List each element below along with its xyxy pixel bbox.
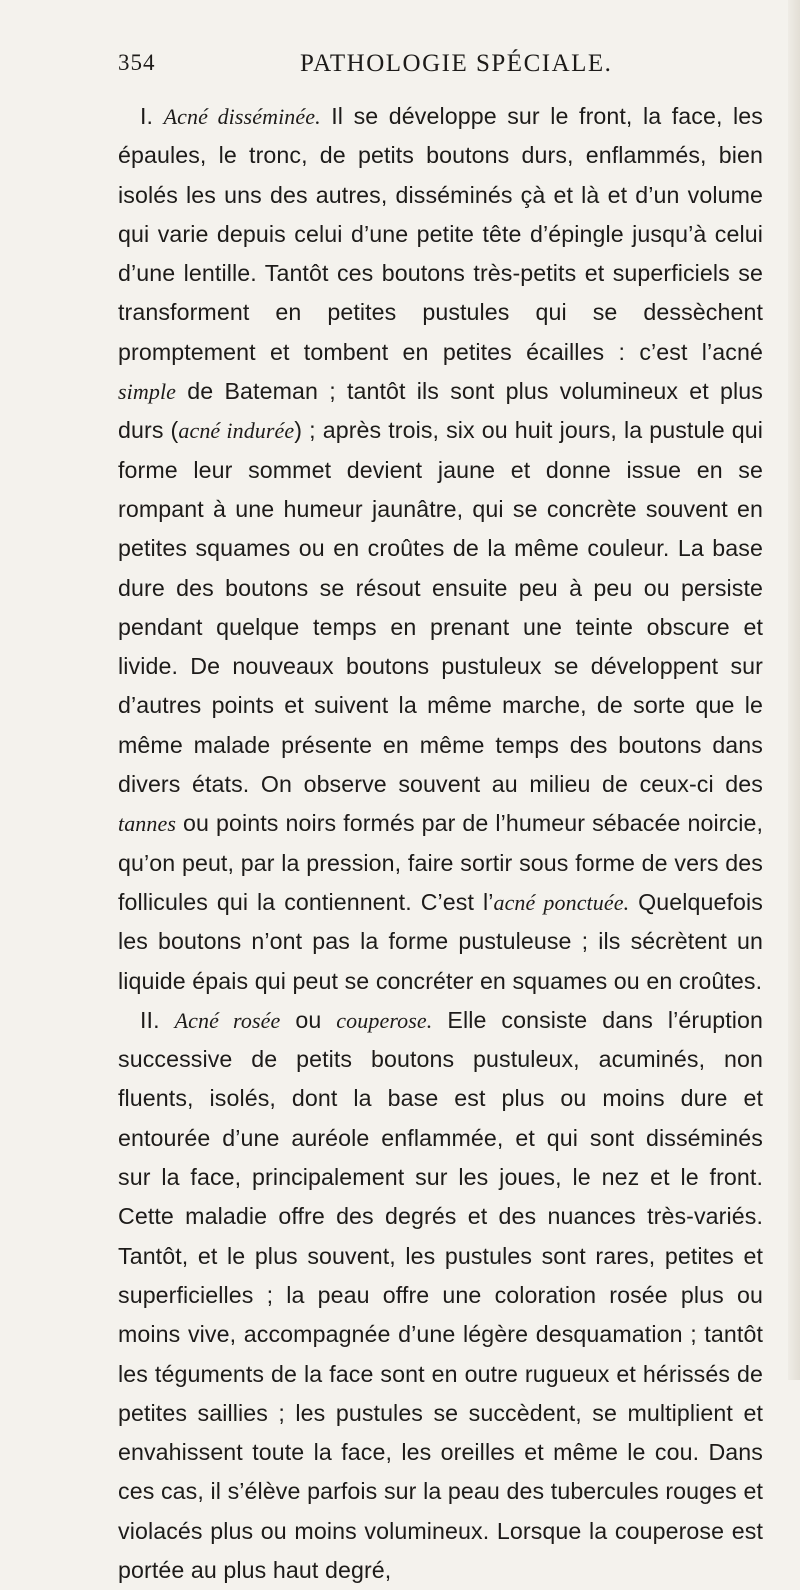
page-edge-shadow (788, 0, 800, 1380)
italic-term: tannes (118, 811, 177, 837)
text-run: Il se développe sur le front, la face, les épaules, le tronc, de petits boutons durs, enflammés, bien isolés les uns des autres, disséminés çà et là et d’un volume qui varie depuis celui d’une petite tête d’épingle jusqu’à celui d’une lentille. Tantôt ces boutons très-petits et superficiels se transforment en petites pustules qui se dessèchent promptement et tombent en petites écailles : c’est l’acné (118, 103, 764, 365)
section-number: I. (140, 103, 154, 129)
italic-term: simple (118, 379, 177, 405)
italic-term: couperose. (336, 1007, 433, 1033)
body-text (118, 97, 763, 1590)
section-title: Acné rosée (174, 1007, 281, 1033)
italic-term: acné indurée (178, 418, 295, 444)
running-title: PATHOLOGIE SPÉCIALE. (300, 50, 613, 77)
text-run: Elle consiste dans l’éruption successive de petits boutons pustuleux, acuminés, non fluents, isolés, dont la base est plus ou moins dure et entourée d’une auréole enflammée, et qui sont disséminés sur la face, principalement sur les joues, le nez et le front. Cette maladie offre des degrés et des nuances très-variés. Tantôt, et le plus souvent, les pustules sont rares, petites et superficielles ; la peau offre une coloration rosée plus ou moins vive, accompagnée d’une légère desquamation ; tantôt les téguments de la face sont en outre rugueux et hérissés de petites saillies ; les pustules se succèdent, se multiplient et envahissent toute la face, les oreilles et même le cou. Dans ces cas, il s’élève parfois sur la peau des tubercules rouges et violacés plus ou moins volumineux. Lorsque la couperose est portée au plus haut degré, (118, 1006, 763, 1583)
paragraph-acne-disseminee (118, 97, 763, 1001)
text-run: Quelquefois les boutons n’ont pas la forme pustuleuse ; ils sécrètent un liquide épais qui peut se concréter en squames ou en croûtes. (118, 888, 763, 994)
page-header (118, 50, 762, 90)
text-run: de Bateman ; tantôt ils sont plus volumineux et plus durs ( (118, 378, 763, 444)
section-number: II. (140, 1006, 160, 1033)
section-title: Acné disséminée. (163, 104, 321, 129)
paragraph-acne-rosee (118, 1001, 763, 1590)
italic-term: acné ponctuée. (493, 889, 630, 915)
text-run: ou points noirs formés par de l’humeur sébacée noircie, qu’on peut, par la pression, faire sortir sous forme de vers des follicules qui la contiennent. C’est l’ (118, 810, 763, 915)
text-run: ) ; après trois, six ou huit jours, la pustule qui forme leur sommet devient jaune et donne issue en se rompant à une humeur jaunâtre, qui se concrète souvent en petites squames ou en croûtes de la même couleur. La base dure des boutons se résout ensuite peu à peu ou persiste pendant quelque temps en prenant une teinte obscure et livide. De nouveaux boutons pustuleux se développent sur d’autres points et suivent la même marche, de sorte que le même malade présente en même temps des boutons dans divers états. On observe souvent au milieu de ceux-ci des (118, 417, 763, 798)
text-run: ou (280, 1006, 337, 1033)
page-number: 354 (118, 50, 156, 75)
